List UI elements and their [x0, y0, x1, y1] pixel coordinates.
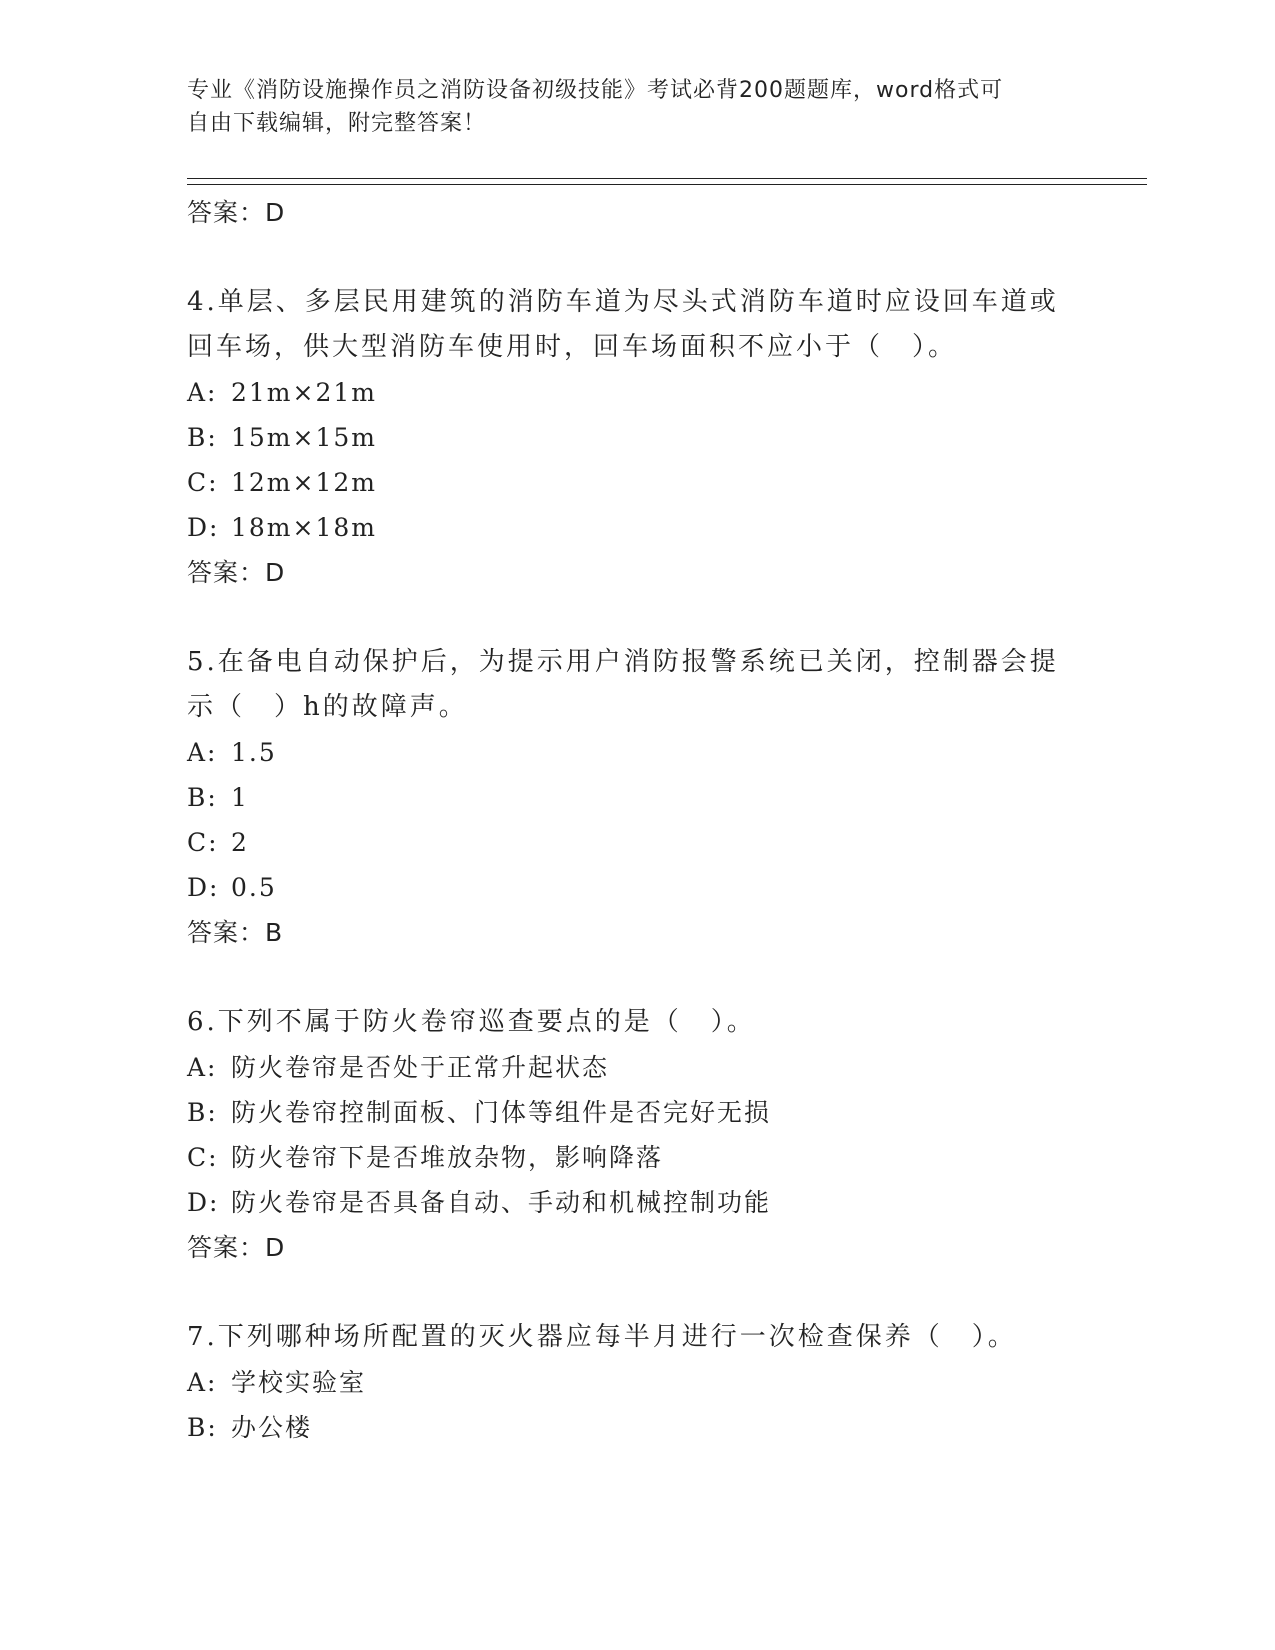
option-c	[187, 460, 1087, 505]
option-letter: B:	[187, 1098, 218, 1127]
question-5	[187, 640, 1087, 955]
option-letter: A:	[187, 378, 218, 407]
answer-line: 答案：D	[187, 558, 286, 587]
option-d	[187, 1180, 1087, 1225]
option-text: 办公楼	[231, 1413, 313, 1442]
option-a	[187, 370, 1087, 415]
option-a	[187, 1360, 1087, 1405]
option-text: 21m×21m	[231, 378, 377, 407]
option-letter: D:	[187, 873, 220, 902]
header-line-1: 专业《消防设施操作员之消防设备初级技能》考试必背200题题库，word格式可	[187, 78, 1004, 103]
option-a	[187, 1045, 1087, 1090]
option-text: 防火卷帘是否具备自动、手动和机械控制功能	[231, 1188, 772, 1217]
option-text: 1.5	[231, 738, 277, 767]
option-text: 15m×15m	[231, 423, 377, 452]
option-letter: C:	[187, 1143, 219, 1172]
option-text: 12m×12m	[231, 468, 377, 497]
option-a	[187, 730, 1087, 775]
option-b	[187, 415, 1087, 460]
option-d	[187, 865, 1087, 910]
option-letter: C:	[187, 828, 219, 857]
option-letter: A:	[187, 1368, 218, 1397]
option-b	[187, 1405, 1087, 1450]
option-text: 防火卷帘控制面板、门体等组件是否完好无损	[231, 1098, 772, 1127]
document-header	[187, 74, 1067, 140]
question-stem	[187, 1000, 1067, 1045]
option-letter: B:	[187, 1413, 218, 1442]
question-stem-line: 6.下列不属于防火卷帘巡查要点的是（ ）。	[187, 1007, 756, 1037]
header-divider-top	[187, 178, 1147, 179]
option-letter: D:	[187, 513, 220, 542]
header-divider-bottom	[187, 184, 1147, 185]
question-stem-line: 示（ ）h的故障声。	[187, 692, 468, 722]
question-list	[187, 190, 1087, 1450]
answer-line: 答案：B	[187, 918, 284, 947]
answer-line: 答案：D	[187, 1233, 286, 1262]
question-stem-line: 4.单层、多层民用建筑的消防车道为尽头式消防车道时应设回车道或	[187, 287, 1059, 317]
option-text: 学校实验室	[231, 1368, 367, 1397]
option-text: 18m×18m	[231, 513, 377, 542]
question-6	[187, 1000, 1087, 1270]
header-line-2: 自由下载编辑，附完整答案！	[187, 111, 487, 136]
option-b	[187, 775, 1087, 820]
question-4	[187, 280, 1087, 595]
option-text: 防火卷帘是否处于正常升起状态	[231, 1053, 610, 1082]
option-c	[187, 1135, 1087, 1180]
question-stem	[187, 640, 1067, 730]
question-stem-line: 5.在备电自动保护后，为提示用户消防报警系统已关闭，控制器会提	[187, 647, 1059, 677]
question-7	[187, 1315, 1087, 1450]
question-stem-line: 回车场，供大型消防车使用时，回车场面积不应小于（ ）。	[187, 332, 958, 362]
option-letter: A:	[187, 1053, 218, 1082]
option-text: 0.5	[231, 873, 277, 902]
option-letter: D:	[187, 1188, 220, 1217]
option-text: 防火卷帘下是否堆放杂物，影响降落	[231, 1143, 664, 1172]
option-letter: B:	[187, 423, 218, 452]
question-stem	[187, 280, 1067, 370]
answer-line: 答案：D	[187, 198, 286, 227]
option-letter: B:	[187, 783, 218, 812]
option-letter: A:	[187, 738, 218, 767]
option-b	[187, 1090, 1087, 1135]
option-letter: C:	[187, 468, 219, 497]
question-stem	[187, 1315, 1067, 1360]
option-text: 1	[231, 783, 249, 812]
option-text: 2	[231, 828, 249, 857]
option-d	[187, 505, 1087, 550]
option-c	[187, 820, 1087, 865]
question-stem-line: 7.下列哪种场所配置的灭火器应每半月进行一次检查保养（ ）。	[187, 1322, 1017, 1352]
